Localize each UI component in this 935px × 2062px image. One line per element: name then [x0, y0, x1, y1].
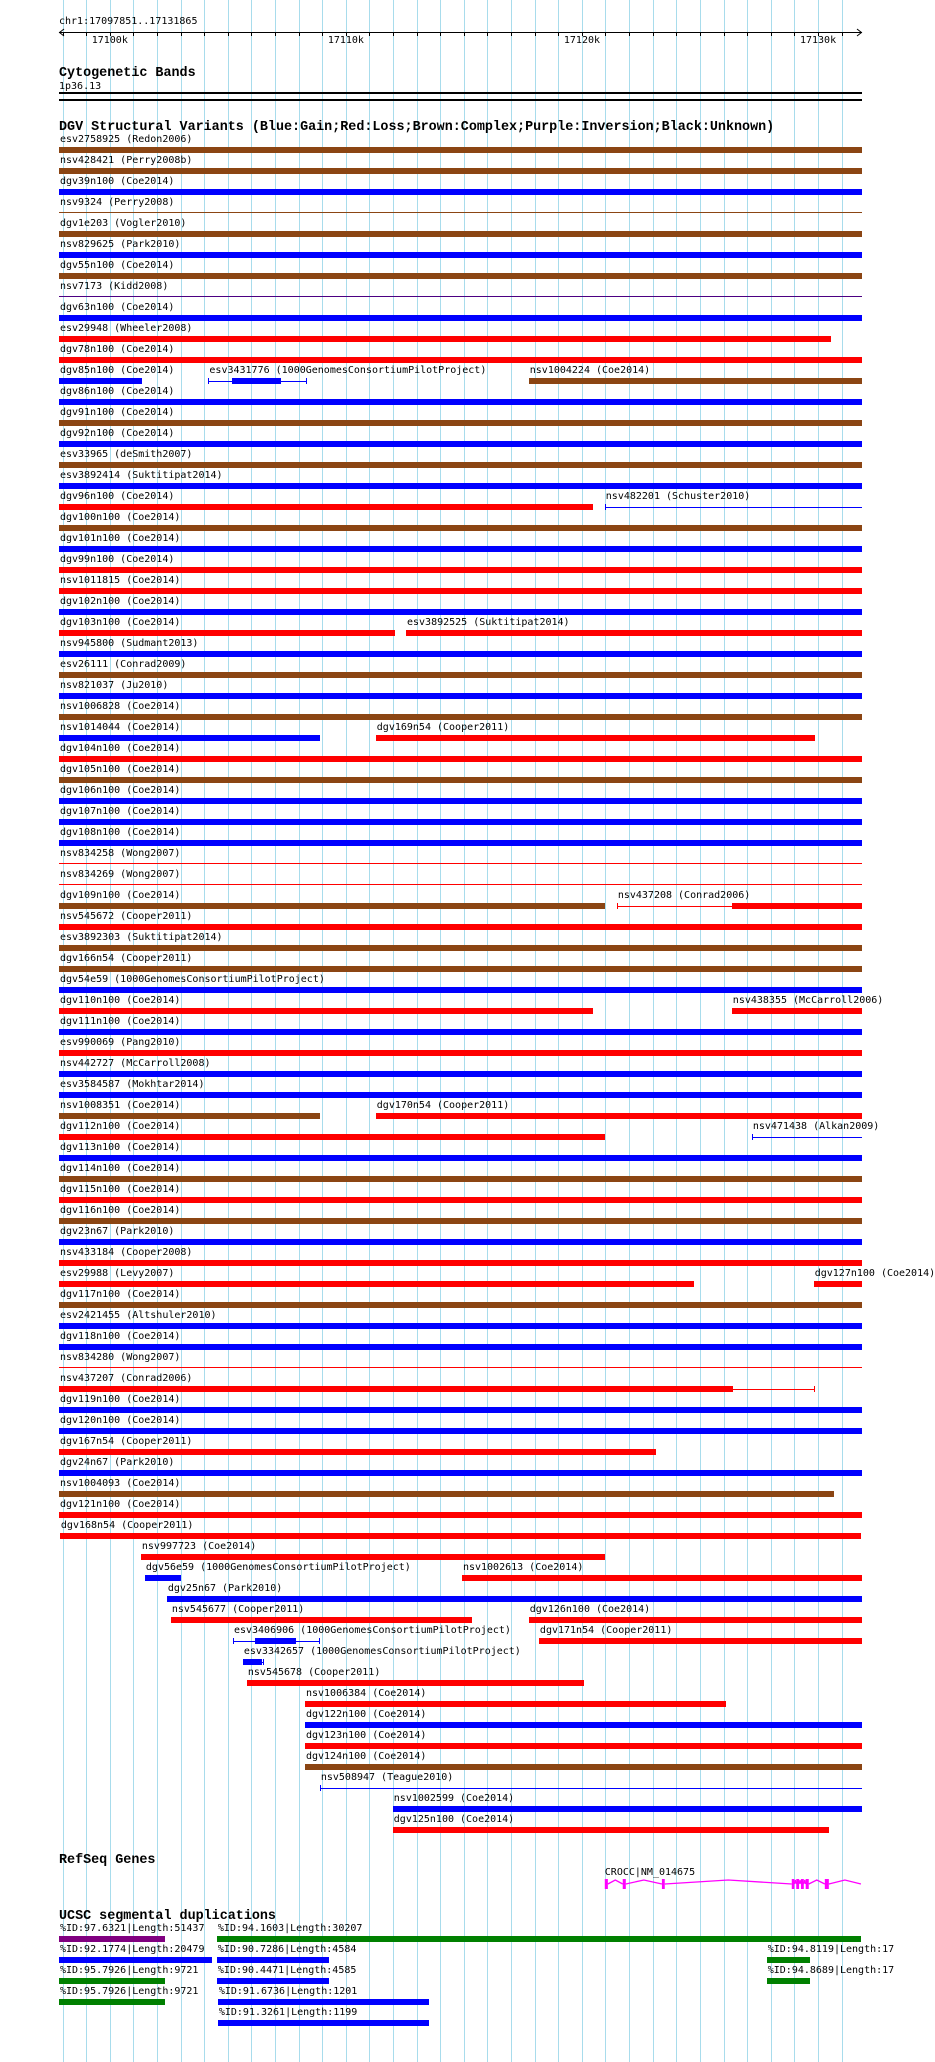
cytoband-label[interactable]: 1p36.13: [59, 81, 102, 92]
sv-feature-label[interactable]: nsv997723 (Coe2014): [141, 1541, 257, 1552]
sv-feature-label[interactable]: dgv101n100 (Coe2014): [59, 533, 181, 544]
sv-feature-label[interactable]: dgv1e203 (Vogler2010): [59, 218, 187, 229]
gene-exon: [801, 1879, 804, 1889]
sv-feature-label[interactable]: dgv111n100 (Coe2014): [59, 1016, 181, 1027]
sv-feature-label[interactable]: nsv821037 (Ju2010): [59, 680, 169, 691]
sv-feature-label[interactable]: nsv442727 (McCarroll2008): [59, 1058, 211, 1069]
sv-feature-label[interactable]: nsv433184 (Cooper2008): [59, 1247, 193, 1258]
segdup-bar[interactable]: [59, 1936, 165, 1942]
sv-feature-label[interactable]: dgv55n100 (Coe2014): [59, 260, 175, 271]
sv-feature-label[interactable]: dgv86n100 (Coe2014): [59, 386, 175, 397]
sv-feature-label[interactable]: dgv106n100 (Coe2014): [59, 785, 181, 796]
sv-feature-label[interactable]: dgv63n100 (Coe2014): [59, 302, 175, 313]
sv-feature-label[interactable]: dgv110n100 (Coe2014): [59, 995, 181, 1006]
segdup-label[interactable]: %ID:94.8689|Length:17: [767, 1965, 895, 1976]
segdup-bar[interactable]: [59, 1999, 165, 2005]
gene-exon: [806, 1879, 809, 1889]
sv-feature-label[interactable]: dgv78n100 (Coe2014): [59, 344, 175, 355]
sv-feature-label[interactable]: esv29988 (Levy2007): [59, 1268, 175, 1279]
gene-exon: [662, 1879, 665, 1889]
gene-intron: [804, 1880, 806, 1884]
sv-feature-label[interactable]: esv3892525 (Suktitipat2014): [407, 617, 570, 628]
gene-intron: [829, 1880, 861, 1884]
sv-feature-label[interactable]: nsv545672 (Cooper2011): [59, 911, 193, 922]
gene-exon: [796, 1879, 799, 1889]
gene-intron: [626, 1880, 662, 1884]
segdup-bar[interactable]: [767, 1957, 810, 1963]
ruler-tick-label: 17100k: [91, 35, 128, 46]
gene-exon: [825, 1879, 829, 1889]
sv-feature-label[interactable]: dgv54e59 (1000GenomesConsortiumPilotProject): [59, 974, 325, 985]
sv-feature-label[interactable]: dgv120n100 (Coe2014): [59, 1415, 181, 1426]
sv-feature-label[interactable]: nsv1002599 (Coe2014): [393, 1793, 515, 1804]
sv-feature-label[interactable]: dgv171n54 (Cooper2011): [539, 1625, 673, 1636]
segdup-label[interactable]: %ID:91.6736|Length:1201: [218, 1986, 358, 1997]
sv-feature-label[interactable]: nsv834258 (Wong2007): [59, 848, 181, 859]
sv-feature-label[interactable]: dgv102n100 (Coe2014): [59, 596, 181, 607]
sv-feature-label[interactable]: dgv108n100 (Coe2014): [59, 827, 181, 838]
segdup-label[interactable]: %ID:95.7926|Length:9721: [59, 1965, 199, 1976]
sv-feature-label[interactable]: esv29948 (Wheeler2008): [59, 323, 193, 334]
sv-feature-label[interactable]: dgv100n100 (Coe2014): [59, 512, 181, 523]
segdup-bar[interactable]: [217, 1957, 329, 1963]
sv-feature-label[interactable]: dgv114n100 (Coe2014): [59, 1163, 181, 1174]
dgv-track-title: DGV Structural Variants (Blue:Gain;Red:Loss;Brown:Complex;Purple:Inversion;Black:Unknown): [59, 120, 775, 135]
ruler-tick-label: 17120k: [563, 35, 601, 46]
gene-intron: [665, 1880, 792, 1884]
segdup-bar[interactable]: [217, 1978, 329, 1984]
sv-feature-label[interactable]: nsv508947 (Teague2010): [320, 1772, 454, 1783]
sv-feature-label[interactable]: esv990069 (Pang2010): [59, 1037, 181, 1048]
sv-feature-label[interactable]: dgv166n54 (Cooper2011): [59, 953, 193, 964]
sv-feature-label[interactable]: esv3584587 (Mokhtar2014): [59, 1079, 205, 1090]
sv-feature-label[interactable]: dgv56e59 (1000GenomesConsortiumPilotProject): [145, 1562, 411, 1573]
sv-feature-label[interactable]: nsv437207 (Conrad2006): [59, 1373, 193, 1384]
ruler-tick-label: 17110k: [327, 35, 364, 46]
sv-feature-label[interactable]: dgv113n100 (Coe2014): [59, 1142, 181, 1153]
sv-feature-label[interactable]: esv3406906 (1000GenomesConsortiumPilotProject): [233, 1625, 511, 1636]
segdup-bar[interactable]: [767, 1978, 810, 1984]
segdup-label[interactable]: %ID:92.1774|Length:20479: [59, 1944, 205, 1955]
segdup-bar[interactable]: [217, 1936, 861, 1942]
segdup-bar[interactable]: [218, 2020, 429, 2026]
sv-feature-label[interactable]: dgv24n67 (Park2010): [59, 1457, 175, 1468]
refseq-track-title: RefSeq Genes: [59, 1853, 156, 1868]
sv-feature-label[interactable]: nsv482201 (Schuster2010): [605, 491, 751, 502]
segdup-label[interactable]: %ID:94.1603|Length:30207: [217, 1923, 363, 1934]
sv-feature-label[interactable]: esv3431776 (1000GenomesConsortiumPilotProject): [209, 365, 487, 376]
sv-feature-label[interactable]: dgv103n100 (Coe2014): [59, 617, 181, 628]
sv-feature-label[interactable]: dgv126n100 (Coe2014): [529, 1604, 651, 1615]
segdup-label[interactable]: %ID:91.3261|Length:1199: [218, 2007, 358, 2018]
location-label: chr1:17097851..17131865: [59, 16, 198, 27]
gene-intron: [799, 1880, 801, 1884]
cytoband-track-title: Cytogenetic Bands: [59, 66, 196, 81]
sv-feature-label[interactable]: nsv945800 (Sudmant2013): [59, 638, 199, 649]
sv-feature-label[interactable]: nsv9324 (Perry2008): [59, 197, 175, 208]
sv-feature-label[interactable]: nsv1006828 (Coe2014): [59, 701, 181, 712]
sv-feature-label[interactable]: esv3342657 (1000GenomesConsortiumPilotProject): [243, 1646, 521, 1657]
sv-feature-label[interactable]: dgv168n54 (Cooper2011): [60, 1520, 194, 1531]
sv-feature-label[interactable]: nsv471438 (Alkan2009): [752, 1121, 880, 1132]
sv-feature-label[interactable]: dgv127n100 (Coe2014): [814, 1268, 935, 1279]
gene-exon: [623, 1879, 626, 1889]
sv-feature-label[interactable]: esv3892414 (Suktitipat2014): [59, 470, 223, 481]
sv-feature-label[interactable]: nsv1014044 (Coe2014): [59, 722, 181, 733]
sv-feature-label[interactable]: dgv117n100 (Coe2014): [59, 1289, 181, 1300]
sv-feature-label[interactable]: dgv39n100 (Coe2014): [59, 176, 175, 187]
segdup-bar[interactable]: [59, 1957, 212, 1963]
sv-feature-label[interactable]: dgv112n100 (Coe2014): [59, 1121, 181, 1132]
sv-feature-label[interactable]: nsv1002613 (Coe2014): [462, 1562, 584, 1573]
sv-feature-label[interactable]: esv2421455 (Altshuler2010): [59, 1310, 217, 1321]
sv-feature-label[interactable]: nsv545678 (Cooper2011): [247, 1667, 381, 1678]
segdup-label[interactable]: %ID:97.6321|Length:51437: [59, 1923, 205, 1934]
gene-exon: [792, 1879, 795, 1889]
sv-feature-label[interactable]: dgv116n100 (Coe2014): [59, 1205, 181, 1216]
sv-feature-label[interactable]: dgv118n100 (Coe2014): [59, 1331, 181, 1342]
sv-feature-label[interactable]: dgv96n100 (Coe2014): [59, 491, 175, 502]
gene-intron: [809, 1880, 825, 1884]
sv-feature-label[interactable]: dgv92n100 (Coe2014): [59, 428, 175, 439]
sv-feature-label[interactable]: dgv115n100 (Coe2014): [59, 1184, 181, 1195]
segdup-label[interactable]: %ID:94.8119|Length:17: [767, 1944, 895, 1955]
sv-feature-label[interactable]: nsv7173 (Kidd2008): [59, 281, 169, 292]
gene-label[interactable]: CROCC|NM_014675: [604, 1867, 696, 1878]
sv-feature-label[interactable]: nsv437208 (Conrad2006): [617, 890, 751, 901]
sv-feature-label[interactable]: nsv1011815 (Coe2014): [59, 575, 181, 586]
segdup-label[interactable]: %ID:90.4471|Length:4585: [217, 1965, 357, 1976]
sv-feature-label[interactable]: dgv124n100 (Coe2014): [305, 1751, 427, 1762]
sv-feature-label[interactable]: dgv23n67 (Park2010): [59, 1226, 175, 1237]
sv-feature-label[interactable]: dgv167n54 (Cooper2011): [59, 1436, 193, 1447]
sv-feature-label[interactable]: dgv85n100 (Coe2014): [59, 365, 175, 376]
segdup-track-title: UCSC segmental duplications: [59, 1909, 276, 1924]
sv-feature-label[interactable]: nsv438355 (McCarroll2006): [732, 995, 884, 1006]
gene-exon: [605, 1879, 608, 1889]
sv-feature-label[interactable]: dgv107n100 (Coe2014): [59, 806, 181, 817]
sv-feature-label[interactable]: nsv1004224 (Coe2014): [529, 365, 651, 376]
sv-feature-label[interactable]: dgv170n54 (Cooper2011): [376, 1100, 510, 1111]
segdup-bar[interactable]: [218, 1999, 429, 2005]
sv-feature-label[interactable]: nsv1008351 (Coe2014): [59, 1100, 181, 1111]
sv-feature-label[interactable]: esv26111 (Conrad2009): [59, 659, 187, 670]
segdup-label[interactable]: %ID:90.7286|Length:4584: [217, 1944, 357, 1955]
sv-feature-label[interactable]: dgv104n100 (Coe2014): [59, 743, 181, 754]
sv-feature-label[interactable]: dgv25n67 (Park2010): [167, 1583, 283, 1594]
sv-feature-label[interactable]: nsv834280 (Wong2007): [59, 1352, 181, 1363]
gene-intron: [608, 1880, 623, 1884]
sv-feature-label[interactable]: dgv91n100 (Coe2014): [59, 407, 175, 418]
gene-intron: [794, 1880, 796, 1884]
ruler-tick-label: 17130k: [799, 35, 837, 46]
sv-feature-label[interactable]: esv2758925 (Redon2006): [59, 134, 193, 145]
sv-feature-label[interactable]: nsv428421 (Perry2008b): [59, 155, 193, 166]
sv-feature-label[interactable]: esv33965 (deSmith2007): [59, 449, 193, 460]
sv-feature-label[interactable]: dgv119n100 (Coe2014): [59, 1394, 181, 1405]
sv-feature-label[interactable]: nsv834269 (Wong2007): [59, 869, 181, 880]
sv-feature-label[interactable]: dgv125n100 (Coe2014): [393, 1814, 515, 1825]
sv-feature-label[interactable]: nsv1006384 (Coe2014): [305, 1688, 427, 1699]
segdup-label[interactable]: %ID:95.7926|Length:9721: [59, 1986, 199, 1997]
sv-feature-label[interactable]: dgv122n100 (Coe2014): [305, 1709, 427, 1720]
sv-feature-label[interactable]: dgv105n100 (Coe2014): [59, 764, 181, 775]
sv-feature-label[interactable]: dgv169n54 (Cooper2011): [376, 722, 510, 733]
sv-feature-label[interactable]: dgv99n100 (Coe2014): [59, 554, 175, 565]
sv-feature-label[interactable]: dgv123n100 (Coe2014): [305, 1730, 427, 1741]
sv-feature-label[interactable]: dgv121n100 (Coe2014): [59, 1499, 181, 1510]
sv-feature-label[interactable]: nsv545677 (Cooper2011): [171, 1604, 305, 1615]
segdup-bar[interactable]: [59, 1978, 165, 1984]
sv-feature-label[interactable]: dgv109n100 (Coe2014): [59, 890, 181, 901]
sv-feature-label[interactable]: nsv1004093 (Coe2014): [59, 1478, 181, 1489]
sv-feature-label[interactable]: esv3892303 (Suktitipat2014): [59, 932, 223, 943]
sv-feature-label[interactable]: nsv829625 (Park2010): [59, 239, 181, 250]
